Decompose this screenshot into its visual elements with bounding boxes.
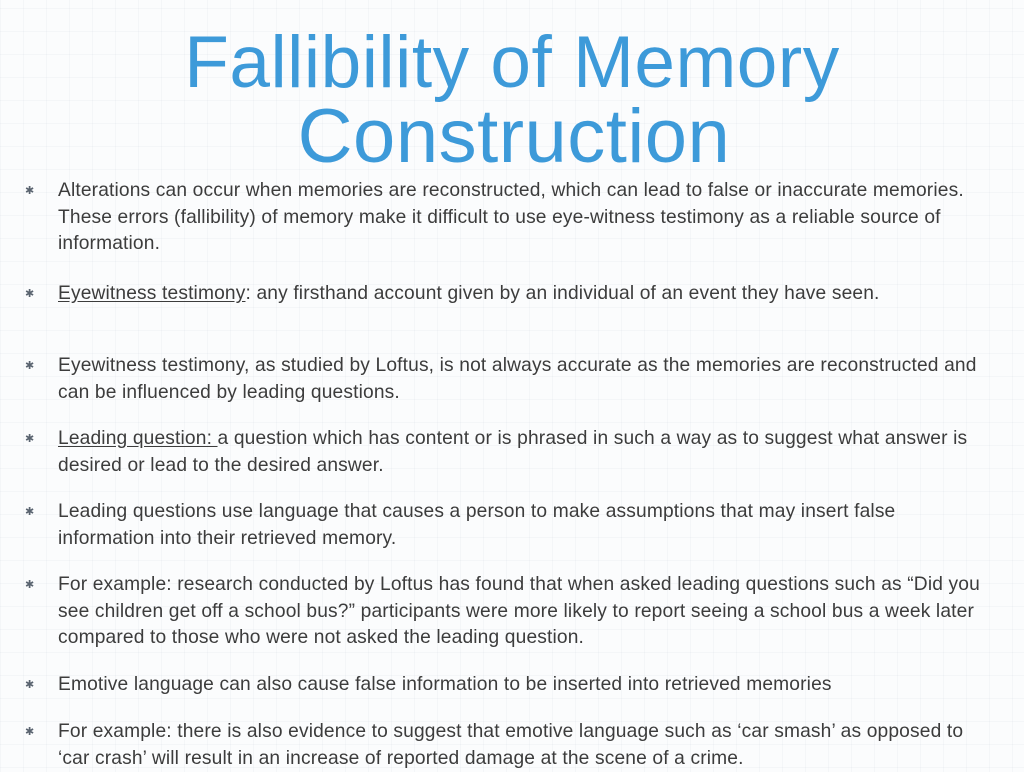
slide-title: [0, 22, 1024, 179]
bullet-item: [25, 672, 988, 699]
bullet-text: For example: research conducted by Loftus has found that when asked leading questions such as “Did you see children get off a school bus?” participants were more likely to report seeing a school bus a week later compared to those who were not asked the leading question.: [58, 574, 980, 648]
bullet-item: [25, 426, 988, 479]
slide-title-line-1: Fallibility of Memory: [184, 22, 840, 103]
asterisk-bullet-icon: ✱: [25, 185, 35, 197]
asterisk-bullet-icon: ✱: [25, 579, 35, 591]
bullet-item: [25, 719, 988, 772]
bullet-text: : any firsthand account given by an individual of an event they have seen.: [245, 283, 880, 304]
bullet-item: [25, 353, 988, 406]
slide-title-line-2: Construction: [297, 94, 731, 179]
bullet-text: For example: there is also evidence to suggest that emotive language such as ‘car smash’ as opposed to ‘car crash’ will result in an increase of reported damage at the scene of a crime.: [58, 721, 964, 769]
asterisk-bullet-icon: ✱: [25, 360, 35, 372]
bullet-term: Eyewitness testimony: [58, 283, 246, 304]
asterisk-bullet-icon: ✱: [25, 506, 35, 518]
bullet-text: Emotive language can also cause false information to be inserted into retrieved memories: [58, 674, 832, 695]
bullet-text: Leading questions use language that causes a person to make assumptions that may insert false information into their retrieved memory.: [58, 501, 896, 549]
asterisk-bullet-icon: ✱: [25, 288, 35, 300]
bullet-item: [25, 178, 988, 258]
bullet-item: [25, 572, 988, 652]
bullet-item: [25, 499, 988, 552]
bullet-text: Alterations can occur when memories are reconstructed, which can lead to false or inaccurate memories. These errors (fallibility) of memory make it difficult to use eye-witness testimony as a reliable source of information.: [58, 180, 964, 254]
bullet-text: a question which has content or is phrased in such a way as to suggest what answer is desired or lead to the desired answer.: [58, 428, 968, 476]
asterisk-bullet-icon: ✱: [25, 433, 35, 445]
bullet-item: [25, 281, 988, 308]
asterisk-bullet-icon: ✱: [25, 679, 35, 691]
bullet-text: Eyewitness testimony, as studied by Loftus, is not always accurate as the memories are reconstructed and can be influenced by leading questions.: [58, 355, 977, 403]
bullet-term: Leading question:: [58, 428, 218, 449]
asterisk-bullet-icon: ✱: [25, 726, 35, 738]
